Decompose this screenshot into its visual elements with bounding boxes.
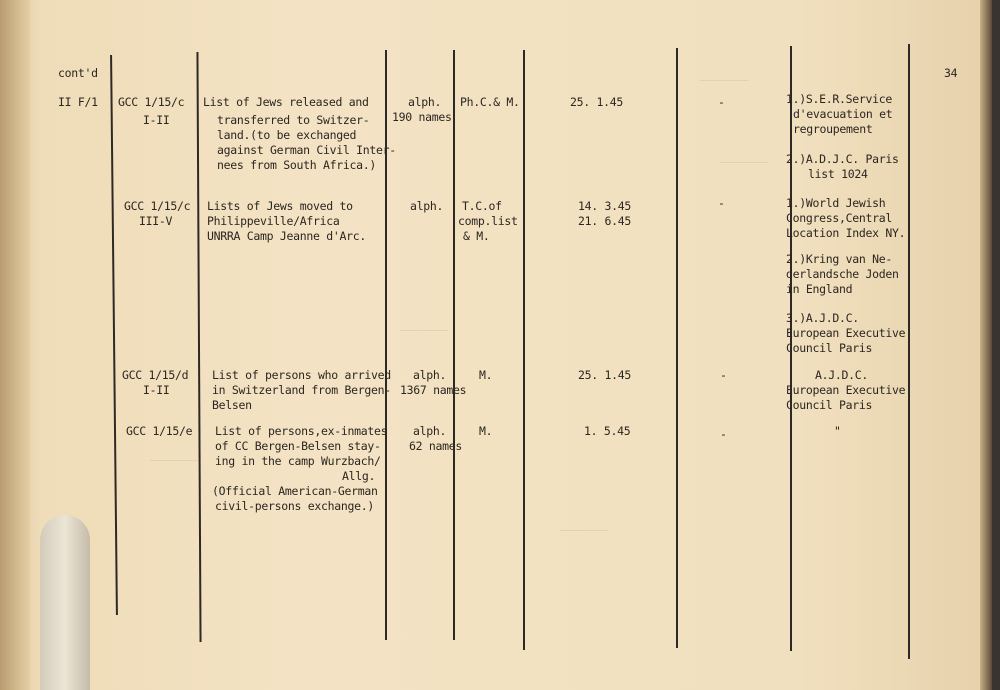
source-line: Congress,Central (786, 211, 892, 225)
source-line: " (834, 424, 841, 438)
description-line: against German Civil Inter- (217, 143, 396, 157)
description-line: of CC Bergen-Belsen stay- (215, 439, 381, 453)
source-line: Council Paris (786, 398, 873, 412)
form-line: T.C.of (462, 199, 502, 213)
arrangement-line: alph. (413, 368, 447, 382)
bleed-through-mark: ________ (150, 450, 199, 461)
arrangement-line: 190 names (392, 110, 452, 124)
page-right-shadow (980, 0, 992, 690)
source-line: European Executive (786, 326, 906, 340)
description-line: nees from South Africa.) (217, 158, 376, 172)
description-line: ing in the camp Wurzbach/ (215, 454, 381, 468)
source-line: Council Paris (786, 341, 873, 355)
source-line: European Executive (786, 383, 906, 397)
arrangement-line: 62 names (409, 439, 462, 453)
source-line: list 1024 (808, 167, 868, 181)
source-line: regroupement (793, 122, 873, 136)
source-line: 2.)Kring van Ne- (786, 252, 892, 266)
description-line: in Switzerland from Bergen- (212, 383, 391, 397)
reference-line: I-II (143, 113, 170, 127)
reference-line: GCC 1/15/e (126, 424, 193, 438)
dash-mark: - (720, 427, 727, 441)
form-line: M. (479, 424, 493, 438)
section-code: II F/1 (58, 95, 98, 109)
source-line: in England (786, 282, 853, 296)
description-line: transferred to Switzer- (217, 113, 370, 127)
arrangement-line: 1367 names (400, 383, 467, 397)
source-line: derlandsche Joden (786, 267, 899, 281)
form-line: M. (479, 368, 493, 382)
reference-line: GCC 1/15/c (118, 95, 185, 109)
reference-line: I-II (143, 383, 170, 397)
reference-line: III-V (139, 214, 173, 228)
page-binding-edge (0, 0, 30, 690)
contd-label: cont'd (58, 66, 98, 80)
date-line: 14. 3.45 (578, 199, 631, 213)
description-line: List of Jews released and (203, 95, 369, 109)
page-tab (40, 515, 90, 690)
date-line: 25. 1.45 (578, 368, 631, 382)
dash-mark: - (718, 95, 725, 109)
column-rule (385, 50, 387, 640)
column-rule (523, 50, 525, 650)
bleed-through-mark: ________ (720, 152, 769, 163)
column-rule (196, 52, 201, 642)
description-line: (Official American-German (212, 484, 378, 498)
source-line: Location Index NY. (786, 226, 906, 240)
dash-mark: - (718, 196, 725, 210)
description-line: Belsen (212, 398, 252, 412)
dash-mark: - (720, 368, 727, 382)
description-line: List of persons who arrived (212, 368, 391, 382)
date-line: 1. 5.45 (584, 424, 631, 438)
column-rule (676, 48, 678, 648)
form-line: & M. (463, 229, 490, 243)
description-line: civil-persons exchange.) (215, 499, 374, 513)
reference-line: GCC 1/15/c (124, 199, 191, 213)
column-rule (908, 44, 910, 659)
date-line: 25. 1.45 (570, 95, 623, 109)
arrangement-line: alph. (410, 199, 444, 213)
bleed-through-mark: ________ (560, 520, 609, 531)
reference-line: GCC 1/15/d (122, 368, 189, 382)
form-line: comp.list (458, 214, 518, 228)
source-line: d'evacuation et (793, 107, 893, 121)
source-line: 1.)World Jewish (786, 196, 886, 210)
description-line: Allg. (342, 469, 376, 483)
page-number: 34 (944, 66, 958, 80)
arrangement-line: alph. (408, 95, 442, 109)
arrangement-line: alph. (413, 424, 447, 438)
source-line: 2.)A.D.J.C. Paris (786, 152, 899, 166)
column-rule (453, 50, 455, 640)
form-line: Ph.C.& M. (460, 95, 520, 109)
source-line: A.J.D.C. (815, 368, 868, 382)
bleed-through-mark: ________ (700, 70, 749, 81)
source-line: 3.)A.J.D.C. (786, 311, 859, 325)
source-line: 1.)S.E.R.Service (786, 92, 892, 106)
description-line: Lists of Jews moved to (207, 199, 353, 213)
description-line: List of persons,ex-inmates (215, 424, 388, 438)
column-rule (110, 55, 117, 615)
date-line: 21. 6.45 (578, 214, 631, 228)
description-line: land.(to be exchanged (217, 128, 357, 142)
description-line: Philippeville/Africa (207, 214, 340, 228)
description-line: UNRRA Camp Jeanne d'Arc. (207, 229, 366, 243)
bleed-through-mark: ________ (400, 320, 449, 331)
